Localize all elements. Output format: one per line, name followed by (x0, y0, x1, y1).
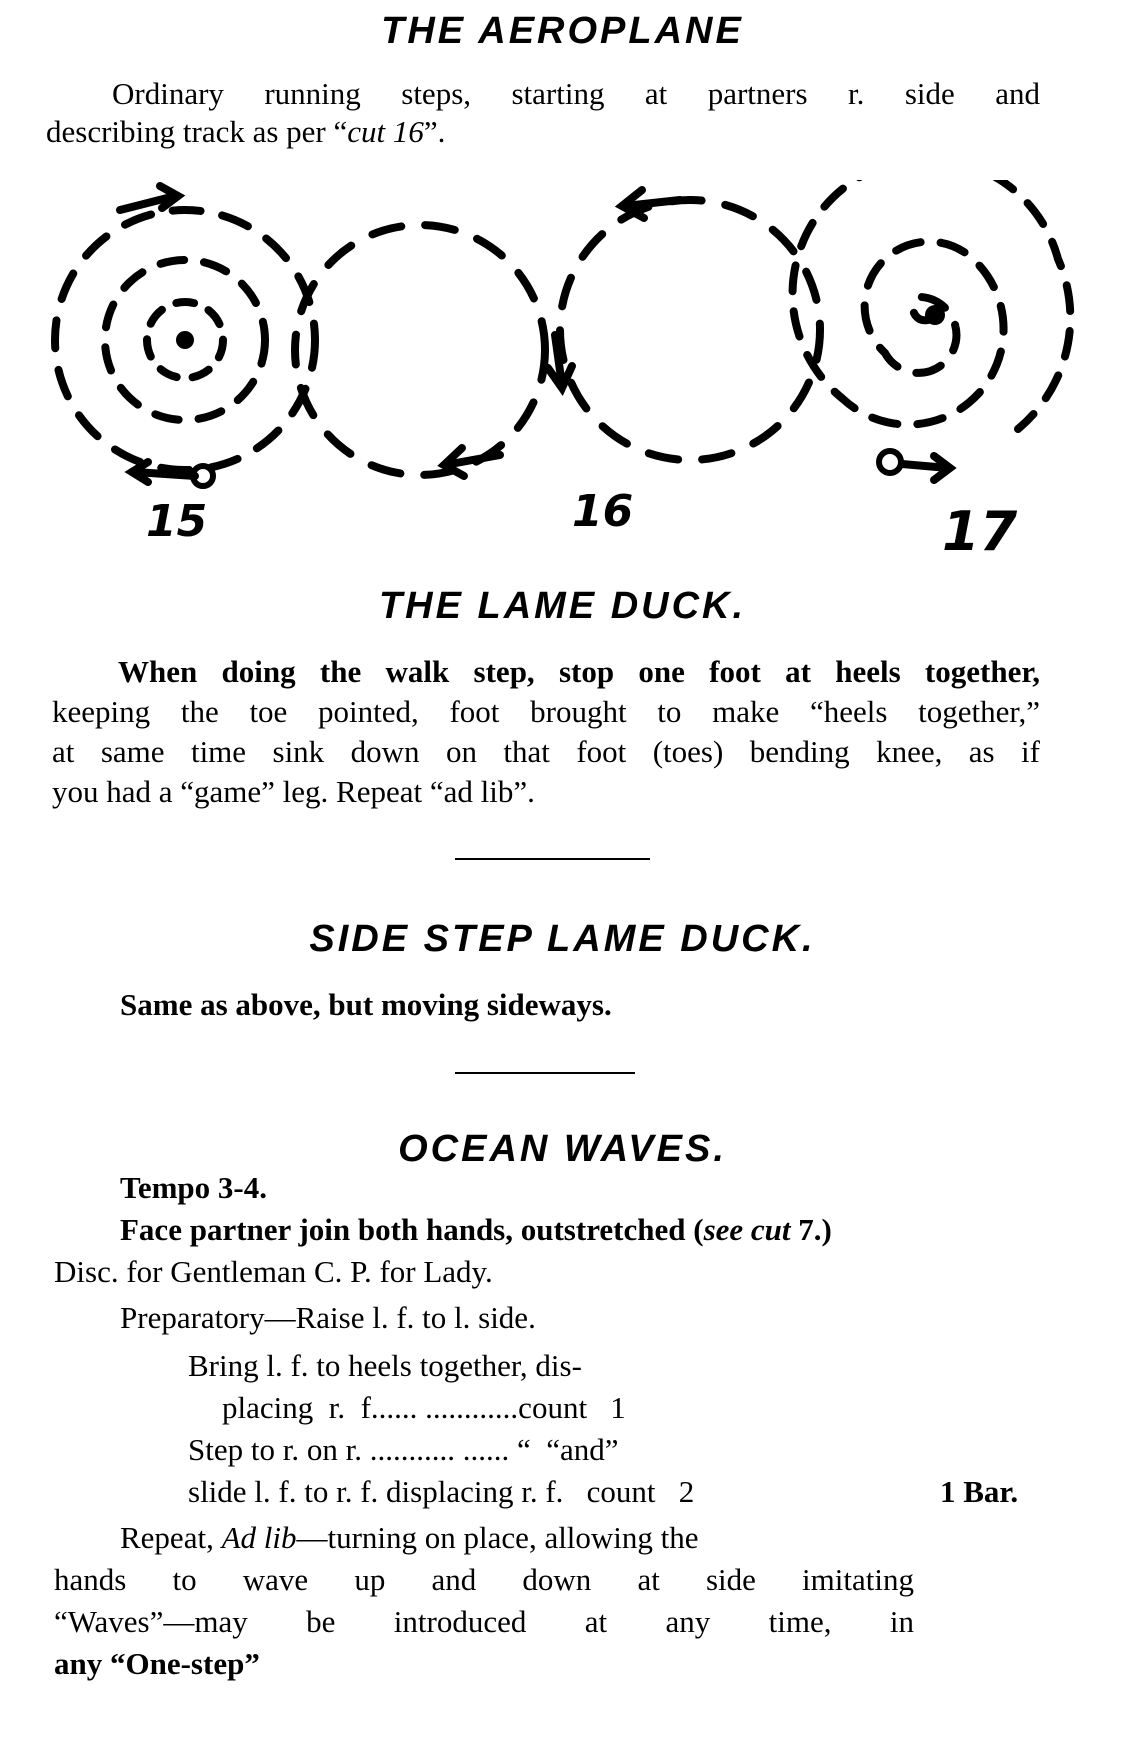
aeroplane-line-2-post: ”. (423, 114, 446, 149)
lame-duck-line-4: you had a “game” leg. Repeat “ad lib”. (52, 774, 535, 809)
lame-duck-line-3: at same time sink down on that foot (toes) bending knee, as if (52, 734, 1040, 769)
ocean-repeat-post: —turning on place, allowing the (296, 1520, 699, 1555)
ocean-repeat-adlib: Ad lib (221, 1520, 297, 1555)
section-divider-1 (455, 858, 650, 860)
aeroplane-line-1: Ordinary running steps, starting at partners r. side and (112, 76, 1040, 111)
side-step-text: Same as above, but moving sideways. (120, 987, 612, 1022)
ocean-repeat-line-4: any “One-step” (54, 1646, 260, 1681)
figure-15-track (55, 186, 315, 486)
figure-15-label: 15 (146, 496, 208, 547)
ocean-face-partner (120, 1210, 832, 1250)
figure-17-label: 17 (942, 500, 1018, 563)
figure-17-track (793, 180, 1071, 480)
ocean-see-cut: see cut (703, 1212, 791, 1247)
lame-duck-heading: THE LAME DUCK. (378, 585, 747, 627)
ocean-repeat-pre: Repeat, (120, 1520, 222, 1555)
ocean-face-post: 7.) (790, 1212, 832, 1247)
section-divider-2 (455, 1072, 635, 1074)
ocean-step-2: placing r. f...... ............count 1 (222, 1390, 626, 1425)
ocean-preparatory: Preparatory—Raise l. f. to l. side. (120, 1300, 536, 1335)
ocean-face-pre: Face partner join both hands, outstretched ( (120, 1212, 704, 1247)
ocean-tempo: Tempo 3-4. (120, 1170, 267, 1205)
figure-16-label: 16 (572, 486, 634, 537)
ocean-step-3: Step to r. on r. ........... ...... “ “and” (188, 1432, 619, 1467)
side-step-heading: SIDE STEP LAME DUCK. (309, 918, 816, 960)
aeroplane-line-2-pre: describing track as per “ (46, 114, 348, 149)
figure-16-track (295, 190, 820, 476)
ocean-repeat-line-2: hands to wave up and down at side imitating (54, 1562, 914, 1597)
aeroplane-cut-ref: cut 16 (347, 114, 424, 149)
ocean-disc: Disc. for Gentleman C. P. for Lady. (54, 1254, 493, 1289)
aeroplane-heading: THE AEROPLANE (381, 10, 744, 52)
ocean-waves-heading: OCEAN WAVES. (398, 1128, 727, 1170)
ocean-step-4-bar: 1 Bar. (940, 1474, 1019, 1509)
lame-duck-line-2: keeping the toe pointed, foot brought to make “heels together,” (52, 694, 1040, 729)
ocean-repeat-line-1 (120, 1518, 699, 1558)
ocean-repeat-line-3: “Waves”—may be introduced at any time, in (54, 1604, 914, 1639)
lame-duck-line-1: When doing the walk step, stop one foot at heels together, (118, 654, 1040, 689)
ocean-step-1: Bring l. f. to heels together, dis- (188, 1348, 582, 1383)
ocean-step-4: slide l. f. to r. f. displacing r. f. count 2 (188, 1474, 695, 1509)
aeroplane-line-2 (46, 112, 445, 152)
